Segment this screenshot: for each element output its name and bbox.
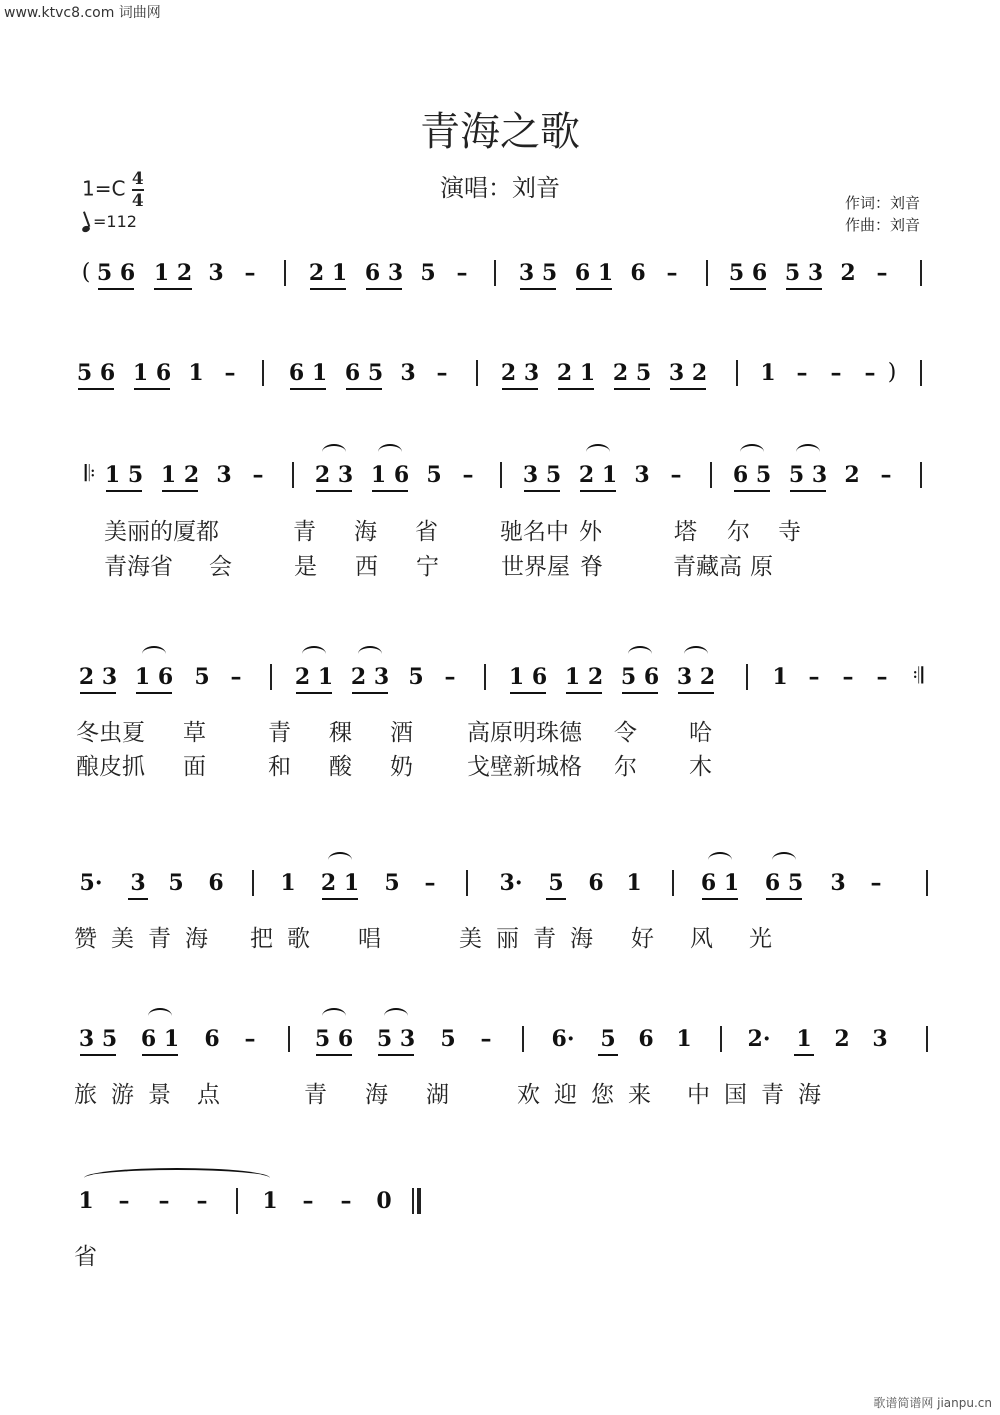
lyrics-line-4a: 冬虫夏 草 青 稞 酒 高原明珠德 令 哈 xyxy=(76,720,712,746)
lyrics-line-4b: 酿皮抓 面 和 酸 奶 戈壁新城格 尔 木 xyxy=(76,754,712,780)
tempo-value: =112 xyxy=(93,212,137,231)
key-signature xyxy=(82,170,144,210)
quarter-note-icon xyxy=(81,225,91,233)
time-signature xyxy=(132,170,144,210)
song-title: 青海之歌 xyxy=(420,109,580,155)
lyrics-line-6: 旅游景 点 青 海 湖 欢迎您来 中国青海 xyxy=(74,1082,835,1108)
score-line-2: 5 6 1 6 1 – 6 1 6 5 3 – 2 3 2 1 2 5 3 2 1 – – – ) xyxy=(0,358,1000,418)
score-line-1: ( 5 6 1 2 3 – 2 1 6 3 5 – 3 5 6 1 6 – 5 6 5 3 2 – xyxy=(0,258,1000,318)
score-line-4: 2 3 1 6 5 – 2 1 2 3 5 – 1 6 1 2 5 6 3 2 1 – – – 𝄇 xyxy=(0,662,1000,722)
score-line-5: 5· 3 5 6 1 2 1 5 – 3· 5 6 1 6 1 6 5 3 – xyxy=(0,868,1000,928)
composer-credit: 作曲：刘音 xyxy=(844,216,920,234)
credits xyxy=(845,192,920,236)
score-line-3: 𝄆 1 5 1 2 3 – 2 3 1 6 5 – 3 5 2 1 3 – 6 5 5 3 2 – xyxy=(0,460,1000,520)
time-sig-bottom: 4 xyxy=(131,191,144,211)
watermark-bottom: 歌谱简谱网 jianpu.cn xyxy=(873,1396,992,1410)
lyrics-line-5: 赞美青海 把歌 唱 美丽青海 好 风 光 xyxy=(74,926,772,952)
tempo-marking xyxy=(82,212,137,231)
singer-credit: 演唱：刘音 xyxy=(440,174,560,202)
key-label: 1=C xyxy=(82,176,126,201)
watermark-top: www.ktvc8.com 词曲网 xyxy=(4,5,161,21)
score-line-6: 3 5 6 1 6 – 5 6 5 3 5 – 6· 5 6 1 2· 1 2 3 xyxy=(0,1024,1000,1084)
lyrics-line-3a: 美丽的厦都 青 海 省 驰名中 外 塔 尔 寺 xyxy=(104,519,801,545)
lyricist-credit: 作词：刘音 xyxy=(844,194,920,212)
score-line-7: 1 – – – 1 – – 0 xyxy=(0,1186,1000,1246)
lyrics-line-3b: 青海省 会 是 西 宁 世界屋 脊 青藏高 原 xyxy=(104,554,773,580)
time-sig-top: 4 xyxy=(131,169,144,189)
lyrics-line-7: 省 xyxy=(74,1244,97,1270)
